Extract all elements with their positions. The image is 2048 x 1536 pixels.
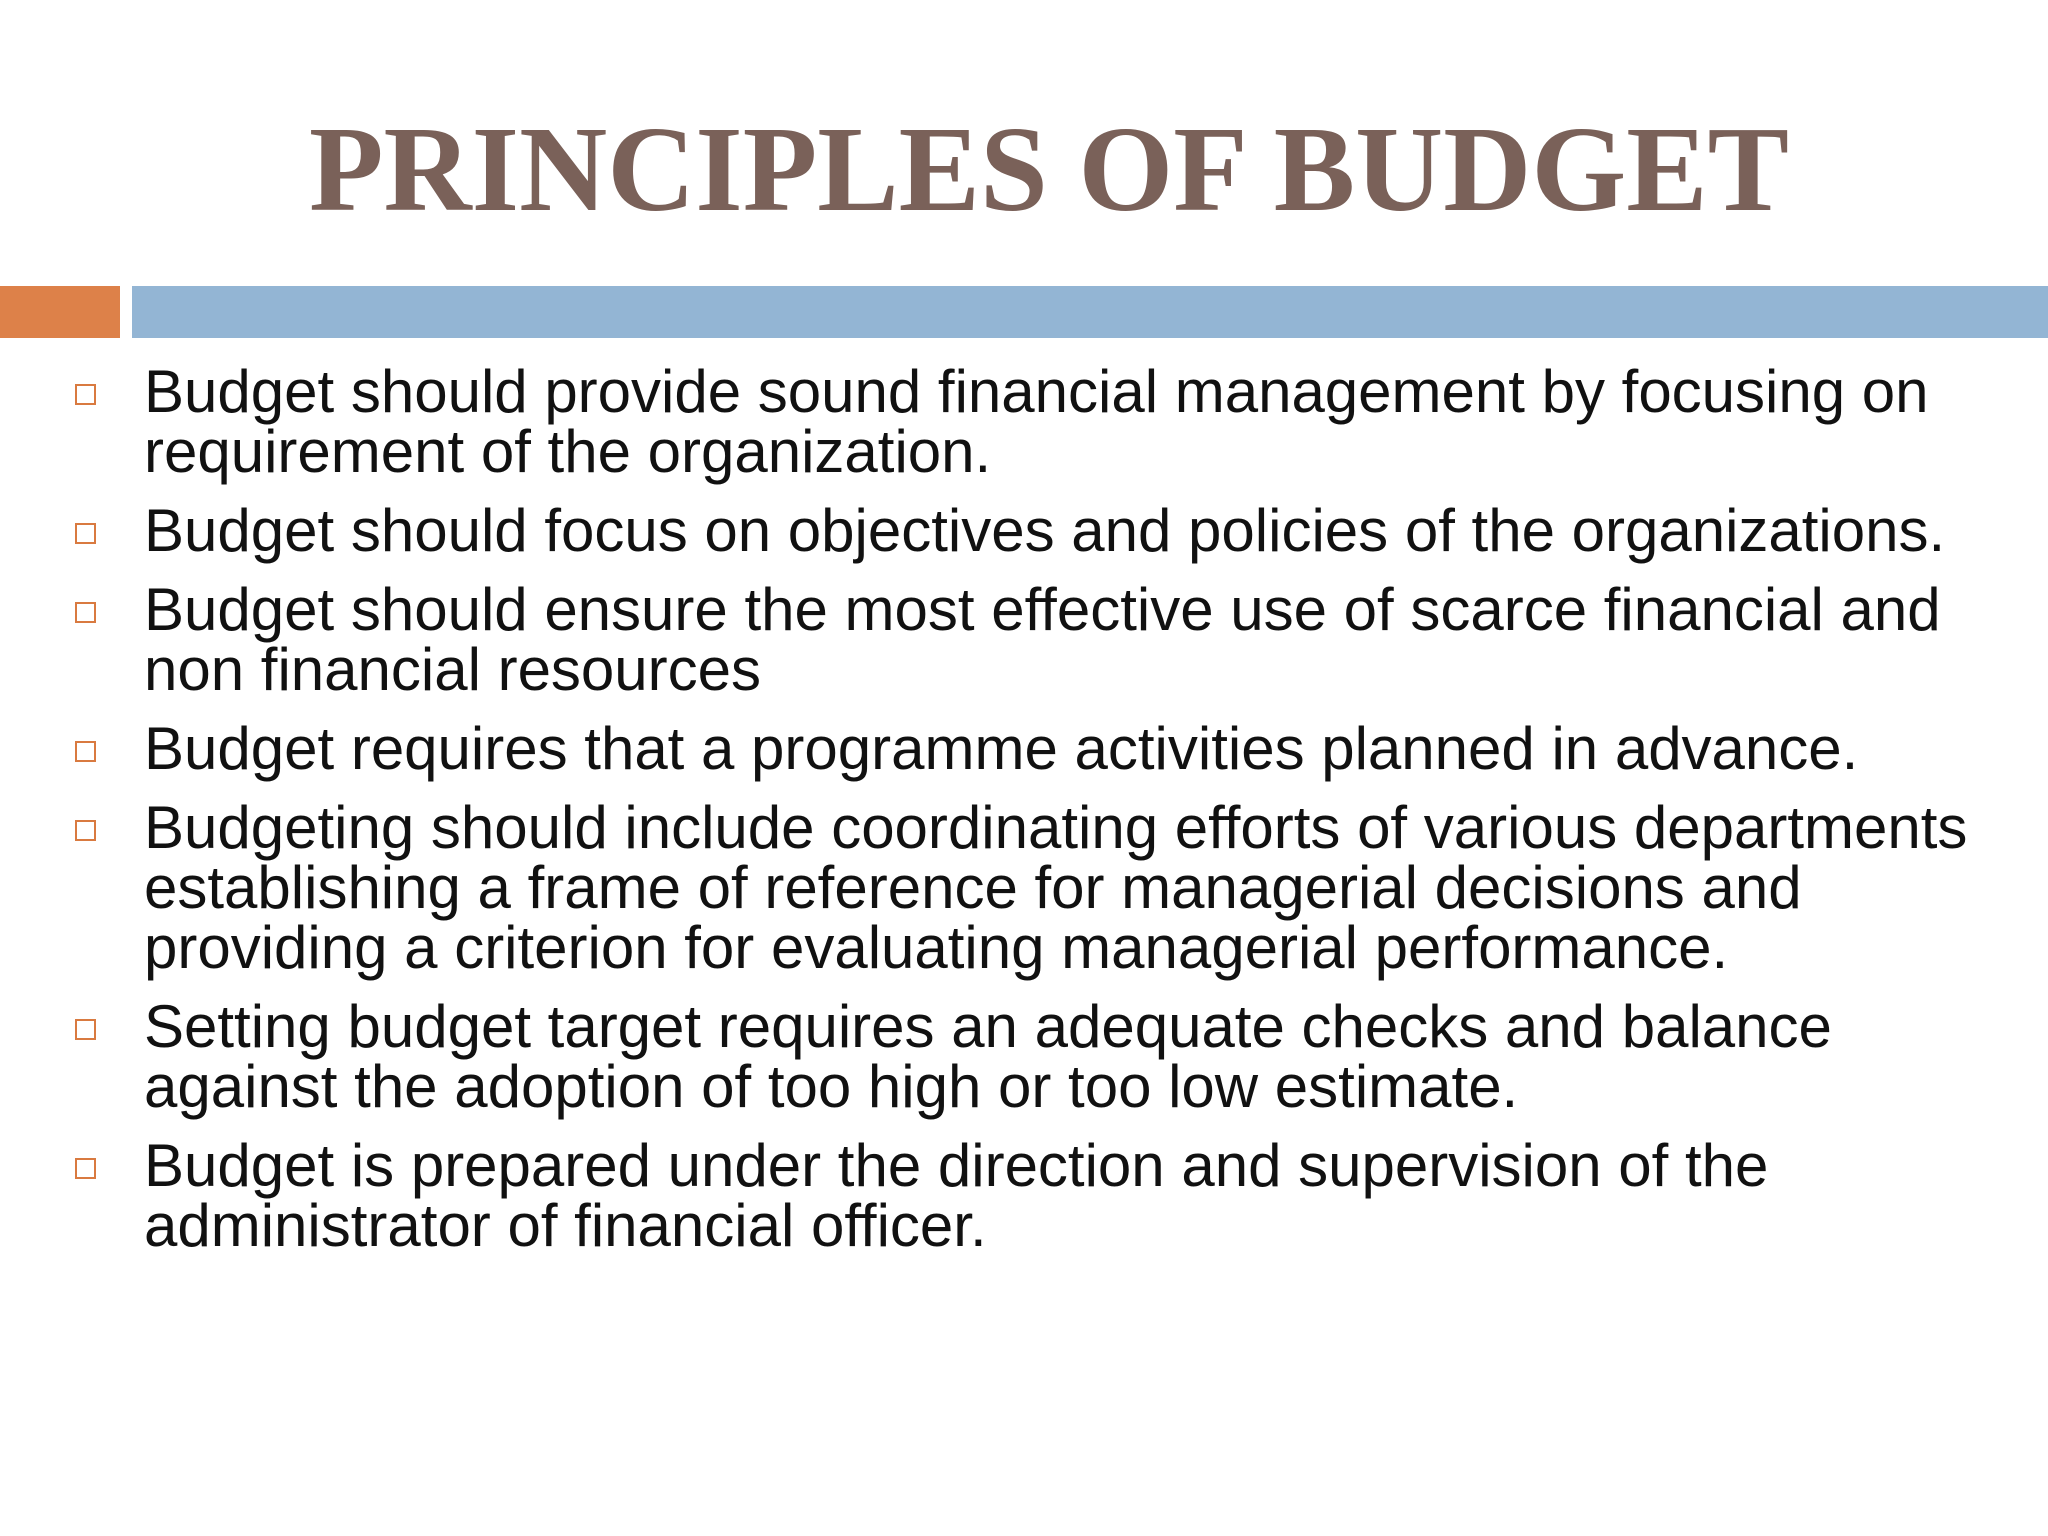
bullet-text: Budget should provide sound financial management by focusing on requirement of the organization. [144,358,1929,485]
list-item [0,576,2048,703]
hollow-square-icon [75,1019,96,1040]
hollow-square-icon [75,1158,96,1179]
list-item [0,715,2048,782]
list-item [0,497,2048,564]
bullet-list [0,358,2048,1275]
bullet-text: Budget should ensure the most effective use of scarce financial and non financial resources [144,576,1941,703]
bullet-text: Budgeting should include coordinating efforts of various departments establishing a frame of reference for managerial decisions and providing a criterion for evaluating managerial performance. [144,794,1968,981]
list-item [0,358,2048,485]
slide-title: PRINCIPLES OF BUDGET [308,102,1790,237]
list-item [0,794,2048,981]
bullet-text: Budget requires that a programme activities planned in advance. [144,715,1859,782]
list-item [0,993,2048,1120]
hollow-square-icon [75,820,96,841]
hollow-square-icon [75,602,96,623]
bullet-text: Setting budget target requires an adequate checks and balance against the adoption of too high or too low estimate. [144,993,1832,1120]
list-item [0,1132,2048,1259]
hollow-square-icon [75,384,96,405]
hollow-square-icon [75,523,96,544]
accent-bar-blue [132,286,2048,338]
bullet-text: Budget should focus on objectives and policies of the organizations. [144,497,1946,564]
bullet-text: Budget is prepared under the direction and supervision of the administrator of financial officer. [144,1132,1769,1259]
accent-bar-orange [0,286,120,338]
hollow-square-icon [75,741,96,762]
